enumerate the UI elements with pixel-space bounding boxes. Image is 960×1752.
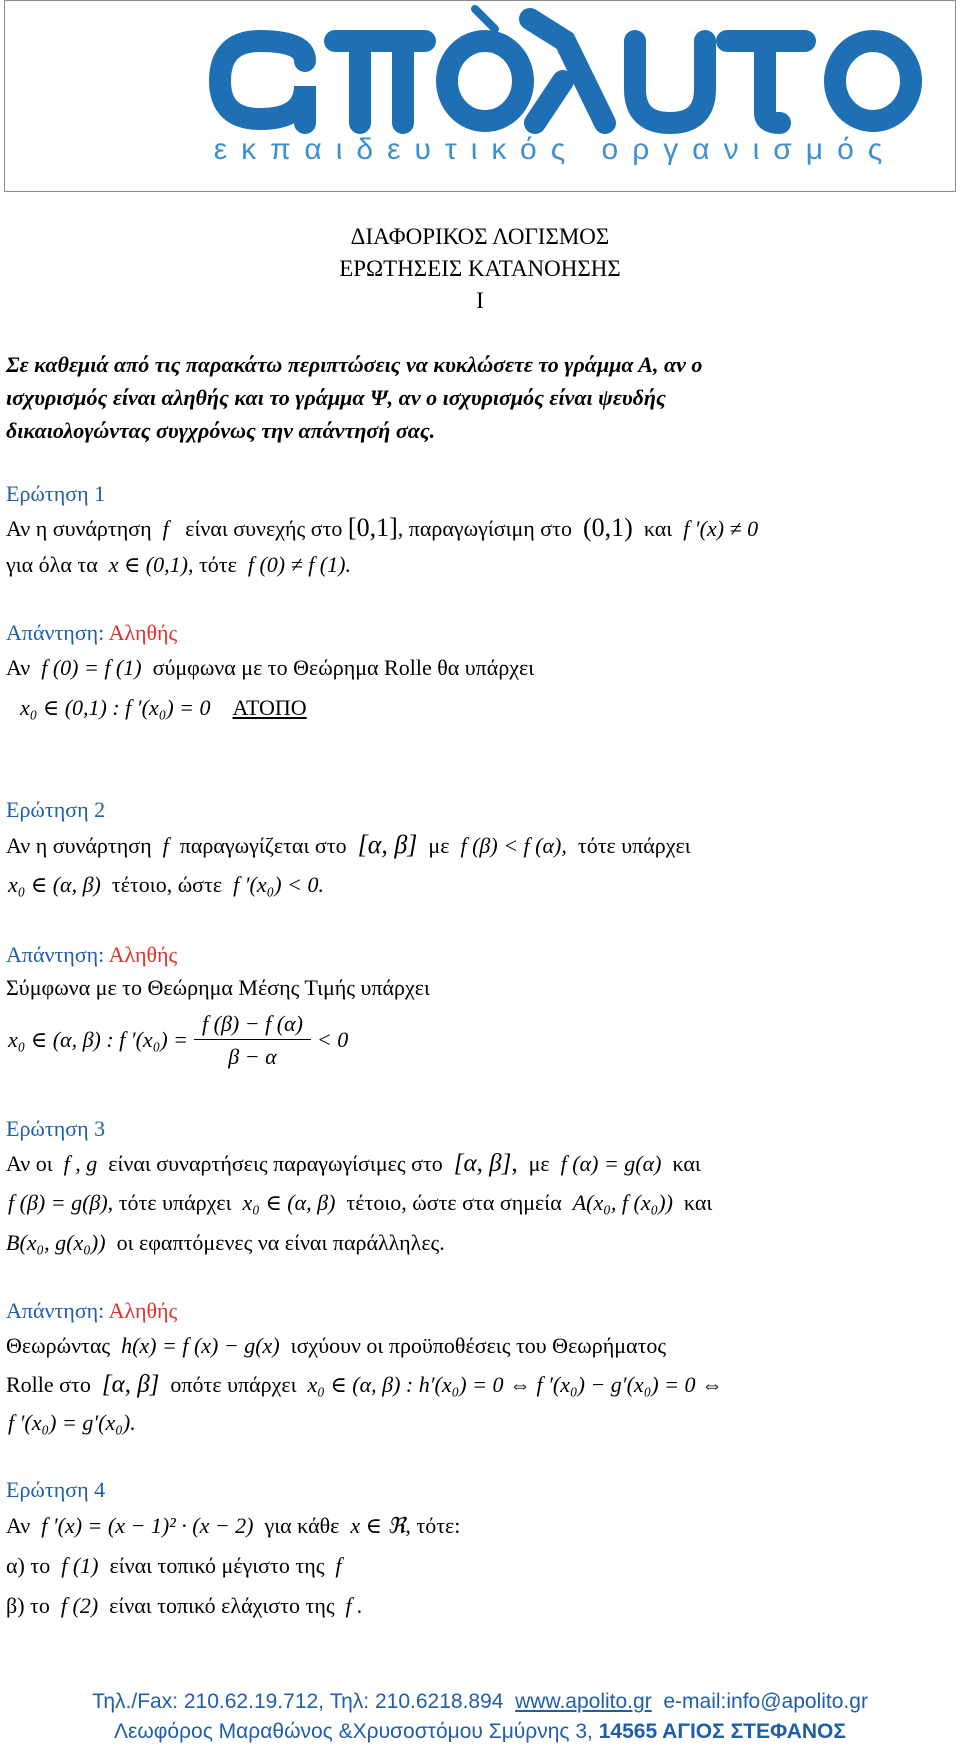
- q2-line-1: Αν η συνάρτηση f παραγωγίζεται στο [α, β] με f (β) < f (α), τότε υπάρχει: [6, 830, 691, 859]
- a3-verdict: Αληθής: [108, 1298, 178, 1323]
- a1-line-1: Αν f (0) = f (1) σύμφωνα με το Θεώρημα Rolle θα υπάρχει: [6, 655, 535, 680]
- q3-heading: Ερώτηση 3: [6, 1116, 106, 1141]
- q4-option-a: α) το f (1) είναι τοπικό μέγιστο της f: [6, 1553, 342, 1578]
- a1-verdict: Αληθής: [108, 620, 178, 645]
- q3-line-1: Αν οι f , g είναι συναρτήσεις παραγωγίσιμες στο [α, β], με f (α) = g(α) και: [6, 1150, 701, 1177]
- q4-option-b: β) το f (2) είναι τοπικό ελάχιστο της f .: [6, 1593, 363, 1618]
- q1-heading: Ερώτηση 1: [6, 481, 106, 506]
- doc-title-line2: ΕΡΩΤΗΣΕΙΣ ΚΑΤΑΝΟΗΣΗΣ: [339, 256, 621, 281]
- intro-line-3: δικαιολογώντας συγχρόνως την απάντησή σας.: [6, 418, 436, 443]
- doc-title-line3: Ι: [476, 288, 484, 313]
- q3-line-3: B(x₀, g(x₀)) οι εφαπτόμενες να είναι παράλληλες.: [6, 1230, 445, 1255]
- q4-heading: Ερώτηση 4: [6, 1477, 106, 1502]
- q1-line-1: Αν η συνάρτηση f είναι συνεχής στο [0,1], παραγωγίσιμη στο (0,1) και f ′(x) ≠ 0: [6, 513, 759, 542]
- email-text: e-mail:info@apolito.gr: [663, 1690, 868, 1713]
- a3-line-3: f ′(x₀) = g′(x₀).: [8, 1410, 136, 1435]
- intro-line-2: ισχυρισμός είναι αληθής και το γράμμα Ψ, αν ο ισχυρισμός είναι ψευδής: [6, 385, 666, 410]
- q4-line-1: Αν f ′(x) = (x − 1)² · (x − 2) για κάθε x ∈ ℜ, τότε:: [6, 1513, 461, 1538]
- a1-line-2: x₀ ∈ (0,1) : f ′(x₀) = 0 ΑΤΟΠΟ: [20, 695, 307, 720]
- a3-line-1: Θεωρώντας h(x) = f (x) − g(x) ισχύουν οι προϋποθέσεις του Θεωρήματος: [6, 1333, 667, 1358]
- logo-tagline: εκπαιδευτικός οργανισμός: [213, 133, 897, 166]
- q1-line-2: για όλα τα x ∈ (0,1), τότε f (0) ≠ f (1).: [6, 552, 351, 577]
- a2-line-1: Σύμφωνα με το Θεώρημα Μέσης Τιμής υπάρχει: [6, 975, 430, 1000]
- q3-line-2: f (β) = g(β), τότε υπάρχει x₀ ∈ (α, β) τέτοιο, ώστε στα σημεία A(x₀, f (x₀)) και: [8, 1190, 713, 1215]
- a3-label: Απάντηση: Αληθής: [6, 1298, 178, 1323]
- website-link[interactable]: www.apolito.gr: [515, 1690, 652, 1713]
- a2-fraction: $\frac{f (\beta) - f (\alpha)}{\beta - \alpha}$: [194, 1009, 311, 1074]
- a1-label: Απάντηση: Αληθής: [6, 620, 178, 645]
- a2-formula: x₀ ∈ (α, β) : f ′(x₀) = $\frac{f (\beta) - f (\alpha)}{\beta - \alpha}$ < 0: [8, 1006, 348, 1078]
- q2-heading: Ερώτηση 2: [6, 797, 106, 822]
- a2-verdict: Αληθής: [108, 942, 178, 967]
- q2-line-2: x₀ ∈ (α, β) τέτοιο, ώστε f ′(x₀) < 0.: [8, 872, 324, 897]
- footer-contact: Τηλ./Fax: 210.62.19.712, Τηλ: 210.6218.894 www.apolito.gr e-mail:info@apolito.gr: [92, 1690, 868, 1713]
- footer-address: Λεωφόρος Μαραθώνος &Χρυσοστόμου Σμύρνης 3, 14565 ΑΓΙΟΣ ΣΤΕΦΑΝΟΣ: [114, 1720, 846, 1743]
- logo-frame: [4, 0, 956, 192]
- a3-line-2: Rolle στο [α, β] οπότε υπάρχει x₀ ∈ (α, β) : h′(x₀) = 0 ⇔ f ′(x₀) − g′(x₀) = 0 ⇔: [6, 1371, 724, 1398]
- a2-label: Απάντηση: Αληθής: [6, 942, 178, 967]
- intro-line-1: Σε καθεμιά από τις παρακάτω περιπτώσεις να κυκλώσετε το γράμμα Α, αν ο: [6, 352, 703, 377]
- doc-title-line1: ΔΙΑΦΟΡΙΚΟΣ ΛΟΓΙΣΜΟΣ: [350, 224, 610, 249]
